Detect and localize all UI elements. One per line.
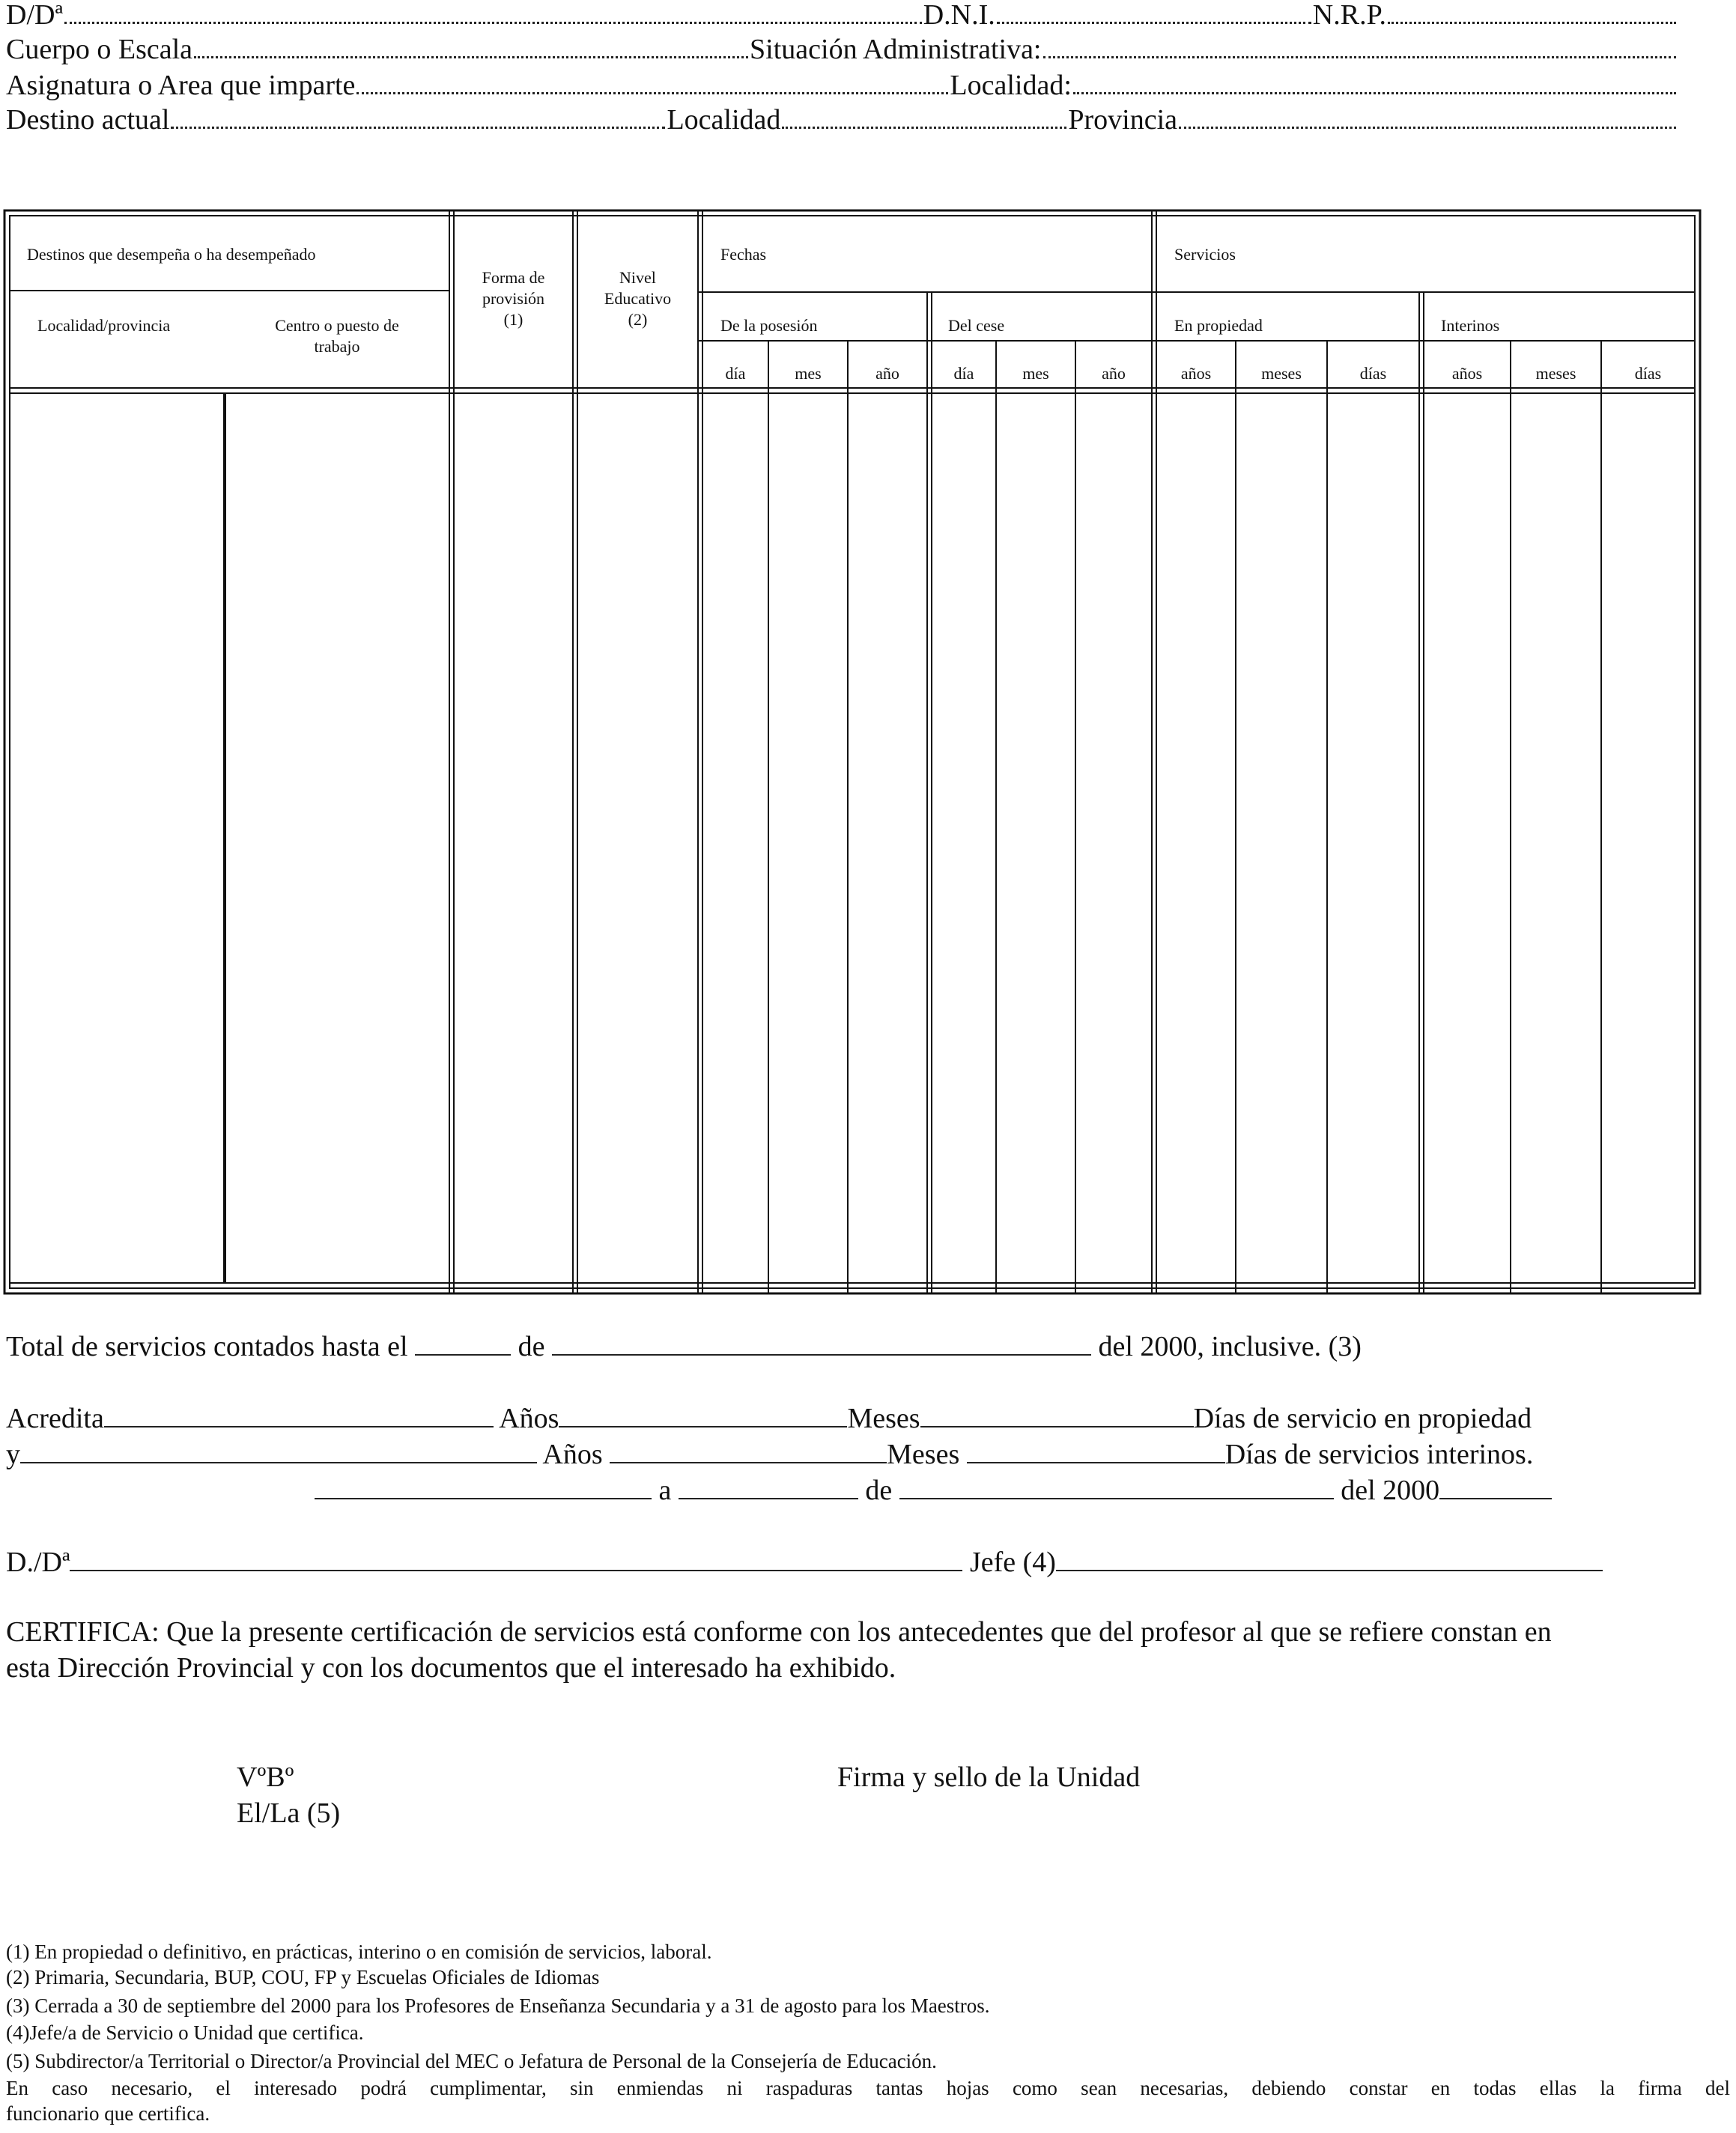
col-cese-anio: año [1102, 364, 1126, 383]
field-localidad-1[interactable] [1073, 92, 1676, 94]
header-cese: Del cese [948, 316, 1005, 335]
field-label-nrp: N.R.P. [1312, 0, 1386, 31]
col-propiedad-dias: días [1359, 364, 1387, 383]
field-provincia[interactable] [1179, 127, 1676, 129]
field-label-asignatura: Asignatura o Area que imparte [6, 70, 356, 101]
header-destinos: Destinos que desempeña o ha desempeñado [27, 245, 316, 264]
signer-line [6, 1543, 1603, 1580]
dias-interinos-label: Días de servicios interinos. [1224, 1439, 1534, 1470]
certifica-line-2: esta Dirección Provincial y con los documentos que el interesado ha exhibido. [6, 1652, 896, 1684]
y-input[interactable] [20, 1435, 537, 1463]
acredita-line [6, 1399, 1532, 1436]
field-label-localidad-1: Localidad: [950, 70, 1072, 101]
del2000-label: del 2000 [1341, 1475, 1440, 1506]
signer-dd-label: D./Dª [6, 1547, 70, 1578]
col-interinos-meses: meses [1535, 364, 1576, 383]
footnote-5: (5) Subdirector/a Territorial o Director/a Provincial del MEC o Jefatura de Personal de la Consejería de Educación. [6, 2050, 937, 2072]
header-propiedad: En propiedad [1174, 316, 1263, 335]
header-fechas: Fechas [720, 245, 767, 264]
header-row-1 [6, 0, 1678, 31]
acredita-label: Acredita [6, 1403, 104, 1434]
footnote-6a: En caso necesario, el interesado podrá cumplimentar, sin enmiendas ni raspaduras tantas hojas como sean necesarias, debiendo constar en todas ellas la firma del [6, 2077, 1730, 2099]
total-label-a: Total de servicios contados hasta el [6, 1331, 408, 1362]
meses-label-1: Meses [847, 1403, 920, 1434]
field-label-destino: Destino actual [6, 104, 170, 136]
total-line [6, 1327, 1362, 1364]
total-month-input[interactable] [552, 1327, 1091, 1356]
field-dd[interactable] [64, 22, 922, 24]
place-input[interactable] [315, 1471, 652, 1499]
col-interinos-anios: años [1451, 364, 1483, 383]
col-posesion-mes: mes [795, 364, 822, 383]
col-propiedad-anios: años [1180, 364, 1212, 383]
header-row-2 [6, 31, 1678, 66]
header-row-4 [6, 102, 1678, 136]
field-destino[interactable] [171, 127, 665, 129]
date-day-input[interactable] [679, 1471, 858, 1499]
header-centro-2: trabajo [314, 337, 360, 356]
col-posesion-dia: día [725, 364, 746, 383]
firma-label: Firma y sello de la Unidad [837, 1762, 1141, 1793]
footnote-6b: funcionario que certifica. [6, 2102, 210, 2125]
signer-jefe-label: Jefe (4) [969, 1547, 1056, 1578]
footnote-4: (4)Jefe/a de Servicio o Unidad que certifica. [6, 2021, 364, 2044]
de-label: de [865, 1475, 893, 1506]
anios-interinos-input[interactable] [610, 1435, 887, 1463]
field-cuerpo[interactable] [194, 56, 748, 58]
anios-label-2: Años [542, 1439, 603, 1470]
header-nivel-3: (2) [628, 310, 648, 329]
field-label-provincia: Provincia [1068, 104, 1178, 136]
field-label-cuerpo: Cuerpo o Escala [6, 34, 193, 65]
header-servicios: Servicios [1174, 245, 1236, 264]
a-label: a [658, 1475, 672, 1506]
col-interinos-dias: días [1634, 364, 1662, 383]
ella-label: El/La (5) [237, 1797, 341, 1829]
field-label-localidad-2: Localidad [667, 104, 781, 136]
col-propiedad-meses: meses [1261, 364, 1302, 383]
meses-propiedad-input[interactable] [920, 1399, 1194, 1427]
header-forma-2: provisión [482, 289, 545, 308]
date-line [315, 1471, 1552, 1508]
signer-name-input[interactable] [70, 1543, 962, 1571]
anios-label-1: Años [499, 1403, 559, 1434]
header-row-3 [6, 67, 1678, 102]
total-label-c: del 2000, inclusive. (3) [1098, 1331, 1362, 1362]
field-localidad-2[interactable] [782, 127, 1066, 129]
interinos-line [6, 1435, 1533, 1472]
col-cese-mes: mes [1022, 364, 1049, 383]
field-situacion[interactable] [1043, 56, 1677, 58]
field-dni[interactable] [997, 22, 1311, 24]
field-asignatura[interactable] [356, 92, 948, 94]
col-cese-dia: día [953, 364, 974, 383]
meses-interinos-input[interactable] [967, 1435, 1225, 1463]
y-label: y [6, 1439, 20, 1470]
date-month-input[interactable] [899, 1471, 1334, 1499]
field-nrp[interactable] [1388, 22, 1676, 24]
field-label-dd: D/Dª [6, 0, 63, 31]
certifica-line-1: CERTIFICA: Que la presente certificación de servicios está conforme con los antecedentes que del profesor al que se refiere constan en [6, 1616, 1552, 1648]
date-year-input[interactable] [1439, 1471, 1552, 1499]
dias-propiedad-label: Días de servicio en propiedad [1193, 1403, 1532, 1434]
vobo-label: VºBº [237, 1762, 294, 1793]
header-forma-3: (1) [503, 310, 523, 329]
header-interinos: Interinos [1441, 316, 1500, 335]
header-nivel-2: Educativo [604, 289, 672, 308]
header-centro-1: Centro o puesto de [275, 316, 399, 335]
col-posesion-anio: año [875, 364, 899, 383]
header-nivel-1: Nivel [619, 268, 656, 287]
header-localidad: Localidad/provincia [37, 316, 171, 335]
signer-jefe-input[interactable] [1056, 1543, 1603, 1571]
footnote-3: (3) Cerrada a 30 de septiembre del 2000 para los Profesores de Enseñanza Secundaria y a 31 de agosto para los Maestros. [6, 1994, 990, 2017]
total-label-b: de [518, 1331, 545, 1362]
field-label-dni: D.N.I. [923, 0, 995, 31]
total-day-input[interactable] [415, 1327, 511, 1356]
anios-propiedad-input[interactable] [559, 1399, 847, 1427]
field-label-situacion: Situación Administrativa: [750, 34, 1042, 65]
header-forma-1: Forma de [482, 268, 545, 287]
footnote-1: (1) En propiedad o definitivo, en prácticas, interino o en comisión de servicios, laboral. [6, 1941, 712, 1963]
meses-label-2: Meses [887, 1439, 960, 1470]
footnote-2: (2) Primaria, Secundaria, BUP, COU, FP y Escuelas Oficiales de Idiomas [6, 1966, 600, 1988]
header-posesion: De la posesión [720, 316, 818, 335]
acredita-input[interactable] [104, 1399, 494, 1427]
